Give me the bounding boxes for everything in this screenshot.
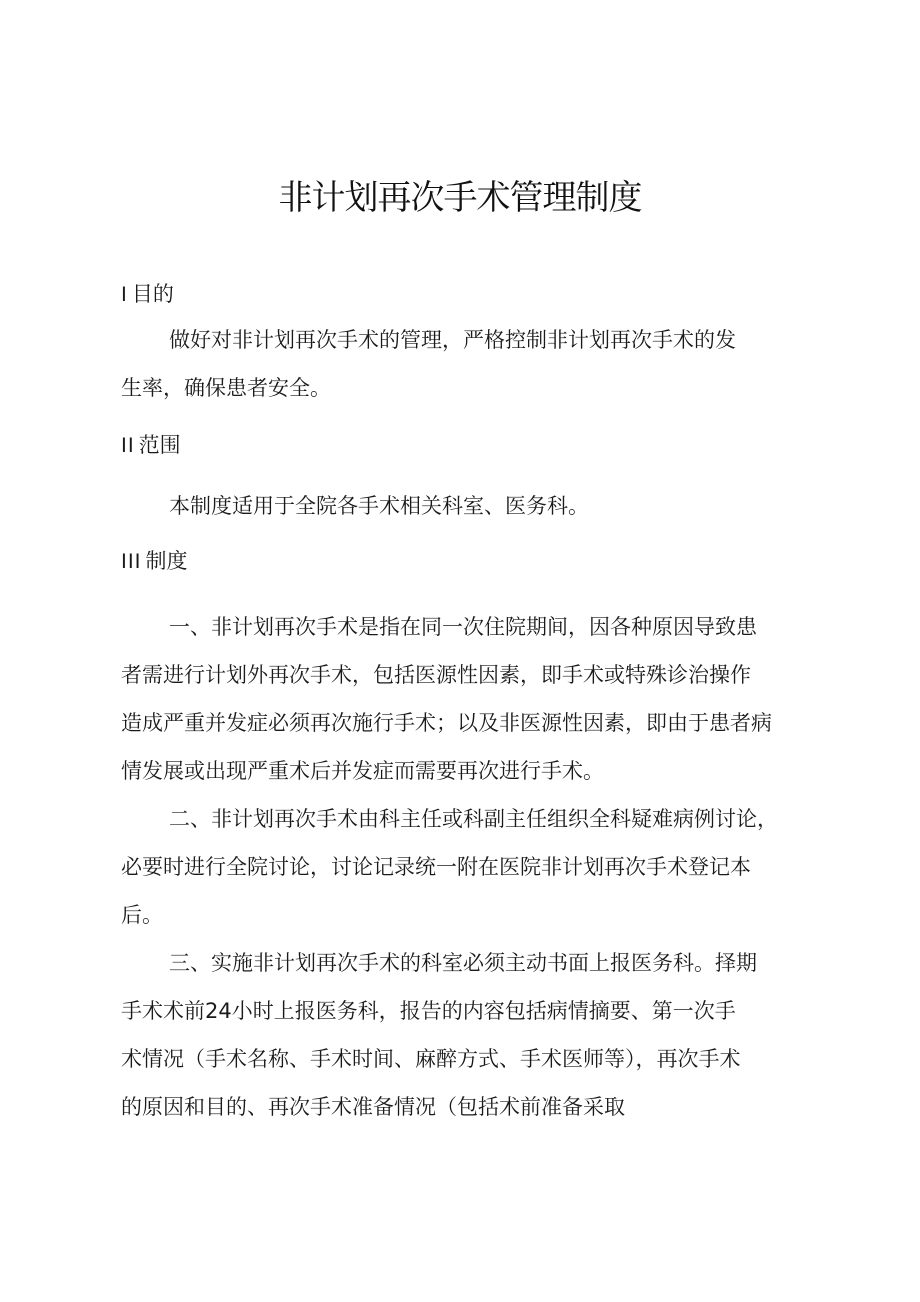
paragraph-line: 三、实施非计划再次手术的科室必须主动书面上报医务科。择期 [169, 951, 757, 975]
section-heading-policy [121, 546, 188, 577]
paragraph-line: 的原因和目的、再次手术准备情况（包括术前准备采取 [121, 1095, 625, 1119]
document-title: 非计划再次手术管理制度 [278, 178, 642, 218]
section-number: III [121, 550, 142, 573]
paragraph-line: 二、非计划再次手术由科主任或科副主任组织全科疑难病例讨论， [169, 807, 778, 831]
paragraph-line: 后。 [121, 903, 163, 927]
paragraph-policy-2 [121, 795, 817, 939]
paragraph-line: 一、非计划再次手术是指在同一次住院期间，因各种原因导致患 [169, 615, 757, 639]
section-heading-text: 目的 [131, 282, 174, 306]
paragraph-scope [121, 482, 817, 530]
paragraph-line: 本制度适用于全院各手术相关科室、医务科。 [169, 494, 589, 518]
paragraph-policy-3 [121, 939, 817, 1131]
section-heading-text: 范围 [138, 433, 181, 457]
paragraph-line: 术情况（手术名称、手术时间、麻醉方式、手术医师等），再次手术 [121, 1047, 741, 1071]
section-heading-purpose [121, 279, 174, 310]
paragraph-line: 造成严重并发症必须再次施行手术；以及非医源性因素，即由于患者病 [121, 711, 772, 735]
paragraph-line: 必要时进行全院讨论，讨论记录统一附在医院非计划再次手术登记本 [121, 855, 751, 879]
section-number: I [121, 283, 128, 306]
paragraph-line: 做好对非计划再次手术的管理，严格控制非计划再次手术的发 [169, 328, 736, 352]
paragraph-line: 情发展或出现严重术后并发症而需要再次进行手术。 [121, 759, 604, 783]
paragraph-policy-1 [121, 603, 817, 795]
paragraph-line: 者需进行计划外再次手术，包括医源性因素，即手术或特殊诊治操作 [121, 663, 751, 687]
paragraph-line: 生率，确保患者安全。 [121, 376, 331, 400]
paragraph-line: 手术术前24小时上报医务科，报告的内容包括病情摘要、第一次手 [121, 999, 736, 1023]
section-number: II [121, 434, 135, 457]
paragraph-purpose [121, 316, 817, 412]
section-heading-scope [121, 430, 181, 461]
section-heading-text: 制度 [145, 549, 188, 573]
